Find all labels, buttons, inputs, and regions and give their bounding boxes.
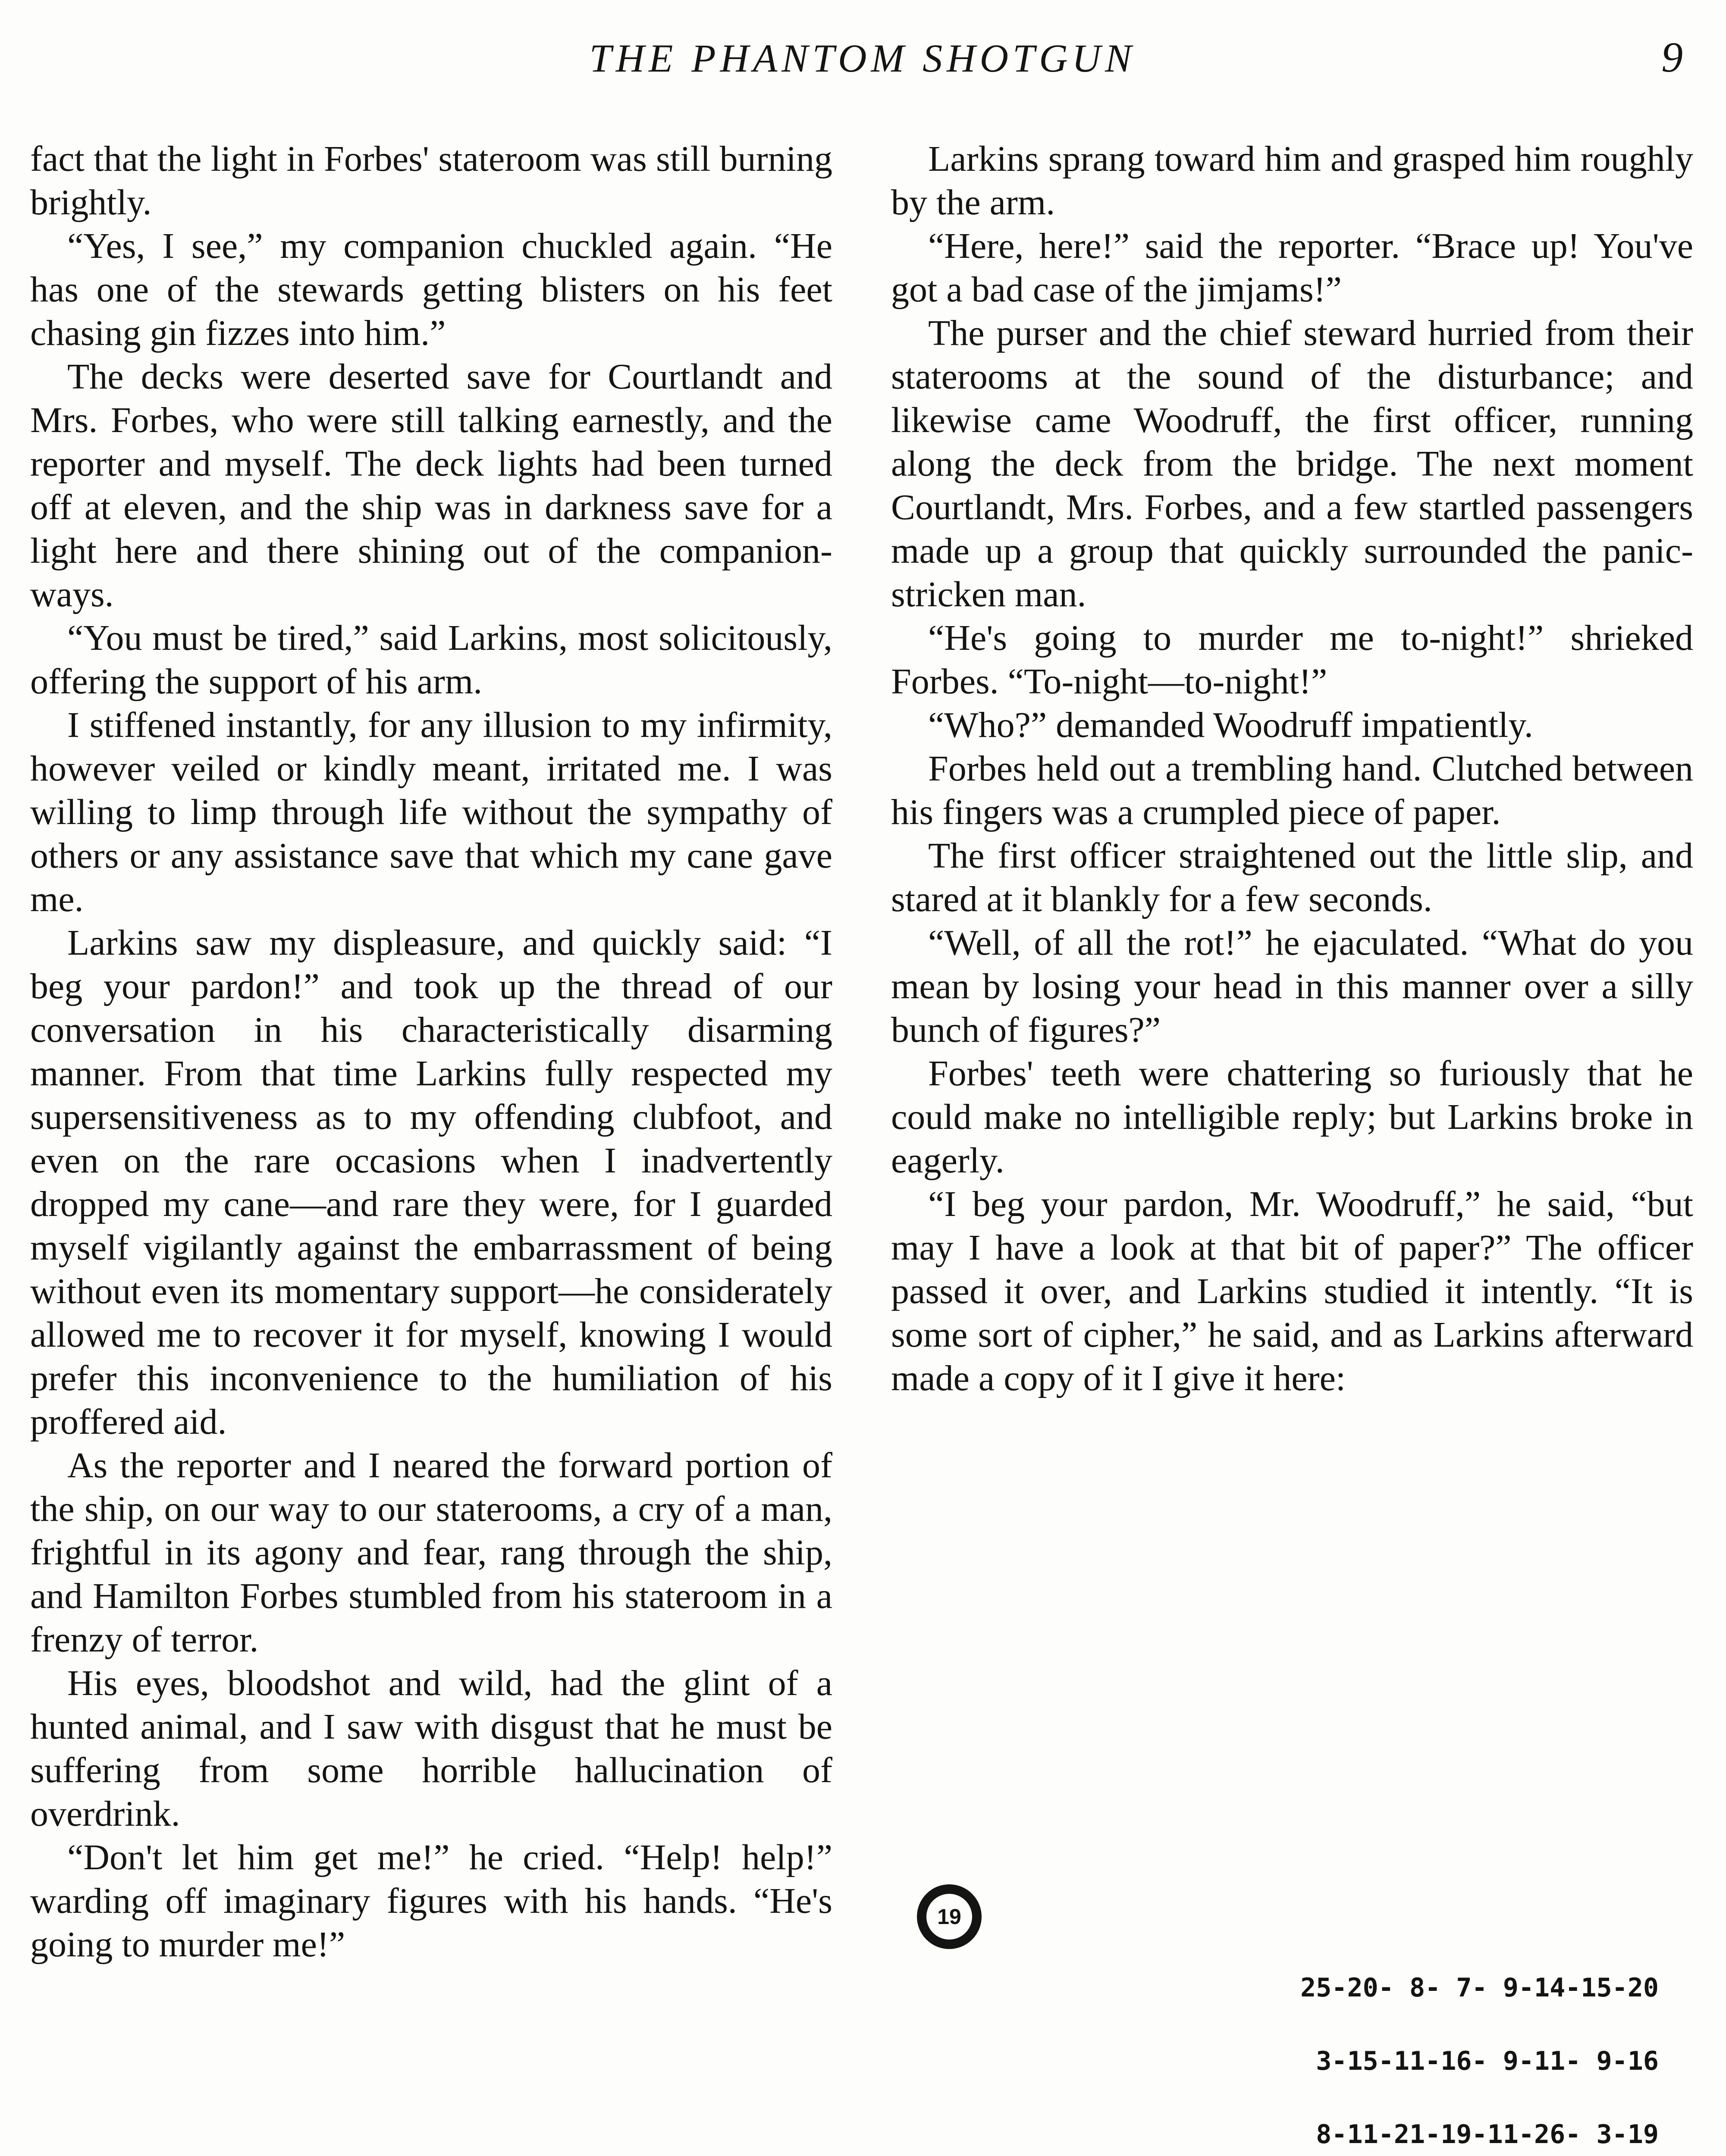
circled-number-badge-icon: 19 (917, 1884, 982, 1949)
paragraph: I stiffened instantly, for any illusion to my infirmity, however veiled or kindly meant, irritated me. I was willing to limp through life without the sympathy of others or any assistance save that which my cane gave me. (30, 705, 832, 919)
paragraph: “Don't let him get me!” he cried. “Help! help!” warding off imaginary figures with his hands. “He's going to murder me!” (30, 1837, 832, 1965)
paragraph: “Yes, I see,” my companion chuckled again. “He has one of the stewards getting blisters on his feet chasing gin fizzes into him.” (30, 226, 832, 353)
paragraph: “You must be tired,” said Larkins, most solicitously, offering the support of his arm. (30, 618, 832, 702)
paragraph: Forbes held out a trembling hand. Clutched between his fingers was a crumpled piece of paper. (891, 749, 1693, 832)
paragraph: As the reporter and I neared the forward portion of the ship, on our way to our staterooms, a cry of a man, frightful in its agony and fear, rang through the ship, and Hamilton Forbes stumbled from his stateroom in a frenzy of terror. (30, 1445, 832, 1660)
paragraph: The first officer straightened out the little slip, and stared at it blankly for a few seconds. (891, 836, 1693, 919)
paragraph: His eyes, bloodshot and wild, had the glint of a hunted animal, and I saw with disgust that he must be suffering from some horrible hallucination of overdrink. (30, 1663, 832, 1834)
right-column (891, 137, 1693, 1400)
paragraph: “Here, here!” said the reporter. “Brace up! You've got a bad case of the jimjams!” (891, 226, 1693, 310)
cipher-line: 3-15-11-16- 9-11- 9-16 (1316, 2046, 1659, 2076)
running-title: THE PHANTOM SHOTGUN (589, 36, 1136, 80)
paragraph: “I beg your pardon, Mr. Woodruff,” he said, “but may I have a look at that bit of paper?” The officer passed it over, and Larkins studied it intently. “It is some sort of cipher,” he said, and as Larkins afterward made a copy of it I give it here: (891, 1184, 1693, 1398)
paragraph: The decks were deserted save for Courtlandt and Mrs. Forbes, who were still talking earnestly, and the reporter and myself. The deck lights had been turned off at eleven, and the ship was in darkness save for a light here and there shining out of the companion-ways. (30, 357, 832, 614)
paragraph: “Well, of all the rot!” he ejaculated. “What do you mean by losing your head in this manner over a silly bunch of figures?” (891, 923, 1693, 1050)
paragraph: Forbes' teeth were chattering so furiously that he could make no intelligible reply; but Larkins broke in eagerly. (891, 1053, 1693, 1181)
cipher-line: 8-11-21-19-11-26- 3-19 (1316, 2119, 1659, 2150)
paragraph: Larkins saw my displeasure, and quickly said: “I beg your pardon!” and took up the thread of our conversation in his characteristically disarming manner. From that time Larkins fully respected my supersensitiveness as to my offending clubfoot, and even on the rare occasions when I inadvertently dropped my cane—and rare they were, for I guarded myself vigilantly against the embarrassment of being without even its momentary support—he considerately allowed me to recover it for myself, knowing I would prefer this inconvenience to the humiliation of his proffered aid. (30, 923, 832, 1442)
page-number: 9 (1661, 33, 1683, 81)
cipher-lines (977, 1966, 1659, 2156)
paragraph: fact that the light in Forbes' stateroom was still burning brightly. (30, 139, 832, 222)
cipher-line: 25-20- 8- 7- 9-14-15-20 (1300, 1973, 1659, 2003)
paragraph: Larkins sprang toward him and grasped him roughly by the arm. (891, 139, 1693, 222)
paragraph: The purser and the chief steward hurried from their staterooms at the sound of the disturbance; and likewise came Woodruff, the first officer, running along the deck from the bridge. The next moment Courtlandt, Mrs. Forbes, and a few startled passengers made up a group that quickly surrounded the panic-stricken man. (891, 313, 1693, 614)
paragraph: “He's going to murder me to-night!” shrieked Forbes. “To-night—to-night!” (891, 618, 1693, 702)
paragraph: “Who?” demanded Woodruff impatiently. (928, 705, 1533, 745)
left-column (30, 137, 832, 1966)
cipher-block (891, 1880, 1693, 2156)
